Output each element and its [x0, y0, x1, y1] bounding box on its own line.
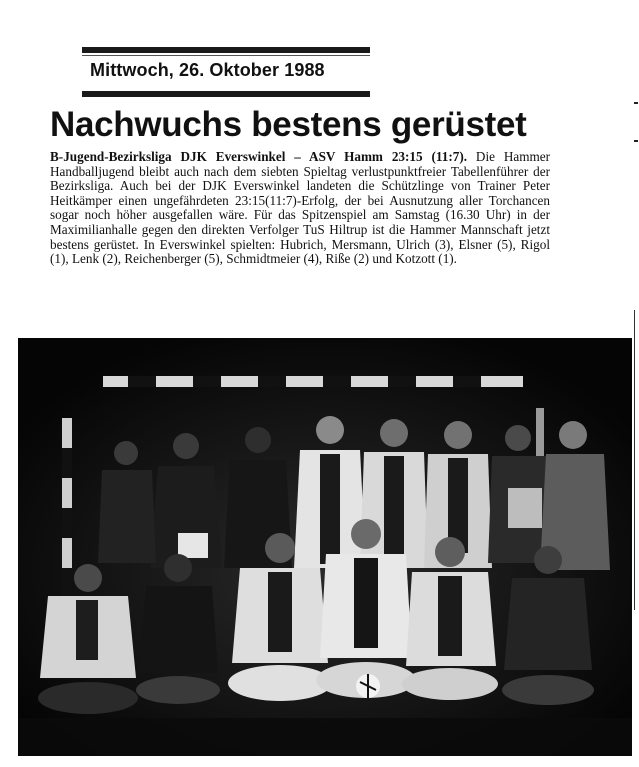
- margin-mark: [634, 140, 638, 142]
- issue-date: Mittwoch, 26. Oktober 1988: [90, 60, 325, 80]
- header-rule-top: [82, 47, 370, 53]
- article-lead: B-Jugend-Bezirksliga DJK Everswinkel – ASV Hamm 23:15 (11:7).: [50, 149, 468, 164]
- page-edge-line: [634, 310, 635, 610]
- header-rule-bottom: [82, 91, 370, 97]
- margin-mark: [634, 102, 638, 104]
- article-text: Die Hammer Handballjugend bleibt auch nach dem siebten Spieltag verlustpunktfreier Tabellenführer der Bezirksliga. Auch bei der DJK Everswinkel landeten die Schützlinge von Trainer Peter Heitkämper einen ungefährdeten 23:15(11:7)-Erfolg, der bei Ausnutzung aller Torchancen sogar noch höher ausgefallen wäre. Für das Spitzenspiel am Samstag (16.30 Uhr) in der Maximilianhalle gegen den direkten Verfolger TuS Hiltrup ist die Hammer Mannschaft jetzt bestens gerüstet. In Everswinkel spielten: Hubrich, Mersmann, Ulrich (3), Elsner (5), Rigol (1), Lenk (2), Reichenberger (5), Schmidtmeier (4), Riße (2) und Kotzott (1).: [50, 149, 550, 267]
- article-body: [50, 150, 550, 267]
- team-photo: [18, 338, 632, 756]
- photo-floor: [18, 718, 632, 756]
- header-rule-top-thin: [82, 55, 370, 56]
- article-headline: Nachwuchs bestens gerüstet: [50, 105, 527, 144]
- team-photo-illustration: [18, 338, 632, 756]
